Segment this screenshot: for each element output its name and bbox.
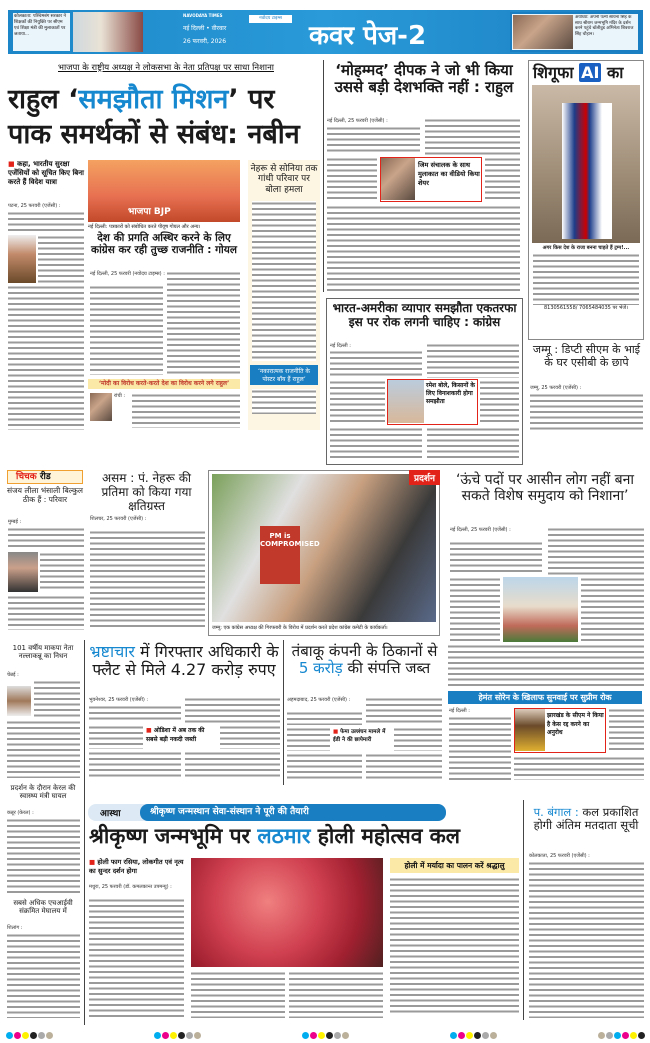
column-rule: [84, 640, 85, 1025]
deepak-body-2: [425, 118, 520, 155]
masthead-left-photo: [73, 12, 143, 52]
bhansali-headline: संजय लीला भंसाली बिल्कुल ठीक हैं : परिवार: [7, 486, 83, 504]
bhansali-dateline: मुम्बई :: [8, 519, 22, 525]
bengal-headline-a: प. बंगाल :: [533, 805, 579, 819]
goyal-photo-caption: नई दिल्ली: पत्रकारों को संबोधित करते पीयूष गोयल और अन्य।: [88, 224, 201, 230]
lead-side-head-text: कहा, भारतीय सुरक्षा एजेंसियों को सूचित किए बिना करते हैं विदेश यात्रा: [8, 160, 84, 186]
jammu-dateline: जम्मू, 25 फरवरी (एजेंसी) :: [530, 385, 582, 391]
holi-kicker: श्रीकृष्ण जन्मस्थान सेवा-संस्थान ने पूरी की तैयारी: [140, 804, 446, 821]
tobacco-dateline: अहमदाबाद, 25 फरवरी (एजेंसी) :: [287, 697, 351, 703]
tobacco-headline-c: की संपत्ति जब्त: [342, 659, 431, 678]
ai-body: [533, 253, 639, 305]
holi-headline-a: श्रीकृष्ण जन्मभूमि पर: [89, 824, 258, 848]
corruption-headline-b: में गिरफ्तार अधिकारी के फ्लैट से मिले 4.27 करोड़ रुपए: [92, 642, 279, 680]
masthead-right: [510, 12, 640, 52]
goyal-dateline: नई दिल्ली, 25 फरवरी (नवोदय टाइम्स) :: [90, 271, 165, 277]
goyal-press-photo: [88, 160, 240, 222]
tobacco-inset-text: फेमा उल्लंघन मामले में ईडी ने की छापेमारी: [333, 729, 386, 743]
holi-side-head: होली में मर्यादा का पालन करें श्रद्धालु: [390, 858, 519, 873]
column-rule: [283, 640, 284, 785]
holi-side-body: [390, 877, 519, 1015]
lead-body-2: [38, 235, 84, 283]
ai-box: [528, 60, 644, 340]
goyal-body-2: [167, 271, 240, 375]
holi-photo: [191, 858, 383, 967]
deepak-body-2b: [485, 157, 520, 202]
corruption-headline: [88, 643, 280, 680]
soren-body-4: [514, 756, 644, 780]
court-headline: ‘ऊंचे पदों पर आसीन लोग नहीं बना सकते विशेष समुदाय को निशाना’: [455, 472, 635, 505]
bengal-dateline: कोलकाता, 25 फरवरी (एजेंसी) :: [529, 853, 590, 859]
supreme-court-photo: [503, 577, 578, 642]
quote-dateline: रांची :: [114, 393, 126, 399]
nallakannu-body-2: [7, 720, 80, 778]
kerala-headline: प्रदर्शन के दौरान केरल की स्वास्थ्य मंत्री घायल: [10, 784, 76, 801]
corruption-body-1c: [89, 751, 181, 779]
royal-robe: [562, 103, 612, 239]
deepak-inset-box: [380, 157, 482, 202]
court-body-5: [448, 644, 644, 688]
assam-dateline: शिलचर, 25 फरवरी (एजेंसी) :: [90, 516, 147, 522]
trade-inset: [387, 379, 478, 425]
edition: नई दिल्ली • वीरवार: [183, 25, 227, 32]
brand-name: NAVODAYA TIMES: [183, 13, 223, 18]
bhansali-photo: [8, 552, 38, 592]
sidebar-headline: नेहरू से सोनिया तक गांधी परिवार पर बोला हमला: [250, 164, 318, 195]
lead-headline-a: राहुल ‘: [8, 84, 79, 115]
soren-bar: हेमंत सोरेन के खिलाफ सुनवाई पर सुप्रीम रोक: [448, 691, 642, 704]
nallakannu-photo: [7, 686, 31, 716]
lead-body-1: [8, 211, 84, 233]
ai-title-ai: AI: [581, 63, 600, 82]
kerala-dateline: कन्नूर (केरल) :: [7, 810, 34, 816]
hiv-body: [7, 933, 80, 1018]
lead-headline-b: समझौता मिशन: [78, 84, 229, 115]
quote-bar: ‘मोदी का विरोध करते-करते देश का विरोध करने लगे राहुल’: [88, 379, 240, 389]
bjp-label: भाजपा BJP: [128, 207, 171, 217]
trade-body-2b: [480, 380, 519, 425]
masthead-right-photo: [513, 15, 573, 49]
trade-body-1: [330, 350, 422, 378]
bengal-headline-b: कल प्रकाशित होगी अंतिम मतदाता सूची: [533, 805, 639, 833]
holi-body-3: [289, 971, 383, 1018]
column-rule: [323, 60, 324, 292]
trade-body-2: [427, 343, 519, 378]
bhansali-body-2: [40, 552, 84, 592]
court-body-4: [581, 577, 644, 642]
tobacco-body-1: [287, 711, 362, 725]
soren-body-3: [609, 708, 644, 753]
sidebar-body: [252, 201, 316, 361]
corruption-inset-text: ओडिशा में अब तक की सबसे बड़ी नकदी जब्ती: [146, 727, 205, 743]
soren-dateline: नई दिल्ली :: [449, 708, 470, 714]
holi-body-1: [89, 898, 184, 1018]
protest-caption: जम्मू: एक कांग्रेस अध्यक्ष की गिरफ्तारी के विरोध में प्रदर्शन करते प्रदेश कांग्रेस कमेटी के कार्यकर्ता।: [212, 625, 388, 631]
deepak-body-1b: [327, 157, 377, 202]
bengal-body: [529, 861, 644, 1018]
nallakannu-dateline: चेन्नई :: [7, 672, 19, 678]
shahnawaz-photo: [90, 393, 112, 421]
protest-photo: [212, 474, 436, 622]
assam-headline: असम : पं. नेहरू की प्रतिमा को किया गया क्षतिग्रस्त: [101, 471, 192, 513]
tobacco-body-1c: [287, 753, 362, 779]
color-swatch: [6, 1024, 54, 1034]
sidebar-body-2: [252, 389, 316, 414]
assam-body: [90, 530, 205, 630]
kerala-body: [7, 818, 80, 895]
trade-dateline: नई दिल्ली :: [330, 343, 351, 349]
lead-body-3: [8, 285, 84, 430]
hiv-headline: सबसे अधिक एचआईवी संक्रमित मेघालय में: [13, 899, 73, 916]
goyal-body-1: [90, 285, 163, 375]
holi-bullet-text: होली फाग रसिया, लोकगीत एवं नृत्य का सुन्दर दर्शन होगा: [89, 858, 184, 875]
lead-headline-2: पाक समर्थकों से संबंध: नबीन: [8, 119, 300, 150]
rahul-image: [381, 158, 415, 200]
corruption-body-2b: [220, 725, 280, 749]
deepak-inset-text: जिम संचालक के साथ मुलाकात का वीडियो किया शेयर: [418, 161, 480, 187]
goyal-headline: देश की प्रगति अस्थिर करने के लिए कांग्रेस कर रही तुच्छ राजनीति : गोयल: [91, 232, 237, 257]
chichak-label-a: चिचक: [16, 472, 37, 482]
corruption-dateline: भुवनेश्वर, 25 फरवरी (एजेंसी) :: [89, 697, 149, 703]
tobacco-headline: [286, 643, 443, 678]
quote-body: [132, 393, 240, 428]
deepak-headline: ‘मोहम्मद’ दीपक ने जो भी किया उससे बड़ी देशभक्ति नहीं : राहुल: [334, 61, 514, 97]
deepak-body-1: [327, 126, 420, 155]
holi-bullet: ■ होली फाग रसिया, लोकगीत एवं नृत्य का सुन्दर दर्शन होगा: [89, 858, 184, 875]
registration-marks: [6, 1024, 646, 1034]
page-title: कवर पेज-2: [309, 21, 427, 51]
chichak-box: [7, 470, 83, 484]
tobacco-body-1b: [287, 727, 330, 751]
naveen-photo: [8, 235, 36, 283]
trade-story: [326, 298, 523, 465]
corruption-body-2c: [185, 751, 280, 779]
ramesh-photo: [388, 380, 424, 423]
jammu-body: [530, 393, 643, 430]
corruption-body-1: [89, 705, 181, 723]
lead-dateline: पटना, 25 फरवरी (एजेंसी) :: [8, 203, 61, 209]
bhansali-body-3: [8, 595, 84, 630]
court-dateline: नई दिल्ली, 25 फरवरी (एजेंसी) :: [450, 527, 511, 533]
court-body-3: [548, 527, 644, 575]
ai-title-b: का: [607, 63, 624, 82]
holi-kicker-bar: [88, 804, 446, 821]
color-swatch: [598, 1024, 646, 1034]
corruption-body-1b: [89, 725, 143, 749]
ai-title: [529, 61, 643, 85]
deepak-dateline: नई दिल्ली, 25 फरवरी (एजेंसी) :: [327, 118, 388, 124]
tobacco-body-2: [366, 697, 442, 725]
lead-kicker: भाजपा के राष्ट्रीय अध्यक्ष ने लोकसभा के नेता प्रतिपक्ष पर साधा निशाना: [58, 63, 274, 73]
section-tag: नवोदय टाइम्स: [249, 15, 292, 23]
court-body-2: [450, 577, 500, 642]
protest-tag: प्रदर्शन: [409, 470, 440, 485]
nallakannu-headline: 101 वर्षीय माकपा नेता नल्लाकन्नू का निधन: [12, 644, 74, 661]
soren-inset: [514, 708, 606, 753]
color-swatch: [302, 1024, 350, 1034]
deepak-body-3: [327, 205, 520, 292]
trump-king-image: [532, 85, 640, 243]
holi-headline: [89, 824, 519, 848]
holi-label: आस्था: [100, 809, 121, 819]
holi-headline-b: लठमार: [257, 824, 311, 848]
bengal-headline: [527, 806, 645, 832]
color-swatch: [450, 1024, 498, 1034]
masthead-left-caption: कोलकाता: पश्चिमबंग सरकार ने शिक्षकों की नियुक्ति पर सीएम एवं शिक्षा मंत्री की मुलाकातों पर जताया...: [13, 13, 70, 51]
tobacco-headline-a: तंबाकू कंपनी के ठिकानों से: [291, 642, 438, 660]
tobacco-body-2c: [366, 753, 442, 779]
ai-contact: 8130561558/ 7065484035 पर भेजें।: [543, 305, 629, 312]
trade-body-2c: [427, 427, 519, 461]
soren-inset-text: झारखंड के सीएम ने किया है केस रद्द करने का अनुरोध: [547, 712, 604, 736]
soren-photo: [515, 709, 545, 751]
lead-headline-c: ’ पर: [228, 84, 275, 115]
holi-headline-c: होली महोत्सव कल: [310, 824, 461, 848]
hiv-dateline: शिलांग :: [7, 925, 23, 931]
lead-side-head: ■ कहा, भारतीय सुरक्षा एजेंसियों को सूचित किए बिना करते हैं विदेश यात्रा: [8, 160, 84, 186]
trade-body-1b: [330, 380, 385, 425]
trade-inset-text: रमेश बोले, किसानों के लिए विनाशकारी होगा समझौता: [426, 382, 475, 405]
sidebar-quote: ‘नकारात्मक राजनीति के पोस्टर बॉय हैं राहुल’: [250, 365, 318, 385]
trade-body-1c: [330, 427, 422, 461]
tobacco-headline-b: 5 करोड़: [298, 659, 343, 678]
nehru-sidebar: [248, 160, 320, 430]
holi-dateline: मथुरा, 25 फरवरी (डॉ. कमलकान्त उपमन्यु) :: [89, 884, 172, 890]
lead-headline: [8, 84, 320, 115]
protest-placard: PM is COMPROMISED: [260, 526, 300, 584]
tobacco-inset: ■ फेमा उल्लंघन मामले में ईडी ने की छापेमारी: [332, 727, 392, 751]
ai-caption: अगर किस देश के राजा बनना चाहते हैं ट्रम्प!...: [542, 245, 630, 252]
jammu-headline: जम्मू : डिप्टी सीएम के भाई के घर एसीबी के छापे: [532, 343, 641, 369]
tobacco-body-2b: [394, 727, 442, 751]
bhansali-body-1: [8, 527, 84, 549]
corruption-inset: ■ ओडिशा में अब तक की सबसे बड़ी नकदी जब्ती: [145, 725, 218, 749]
nallakannu-body: [34, 680, 80, 718]
court-body-1: [450, 541, 542, 575]
trade-headline: भारत-अमरीका व्यापार समझौता एकतरफा इस पर रोक लगनी चाहिए : कांग्रेस: [332, 301, 517, 329]
ai-title-a: शिगूफा: [533, 63, 574, 82]
corruption-headline-a: भ्रष्टाचार: [89, 642, 135, 661]
corruption-body-2: [185, 697, 280, 723]
column-rule: [523, 800, 524, 1020]
masthead-right-caption: अयोध्या: अपनी पत्नी सायना सिंह के साथ श्रीराम जन्मभूमि मंदिर के दर्शन करने पहुंचे बॉलीवुड अभिनेता शिवराज सिंह चौहान।: [575, 15, 634, 37]
issue-date: 26 फरवरी, 2026: [183, 38, 227, 45]
holi-body-2: [191, 971, 285, 1018]
protest-photo-box: [208, 470, 440, 636]
soren-body-1: [449, 716, 511, 780]
chichak-label-b: रीड: [39, 472, 51, 482]
color-swatch: [154, 1024, 202, 1034]
